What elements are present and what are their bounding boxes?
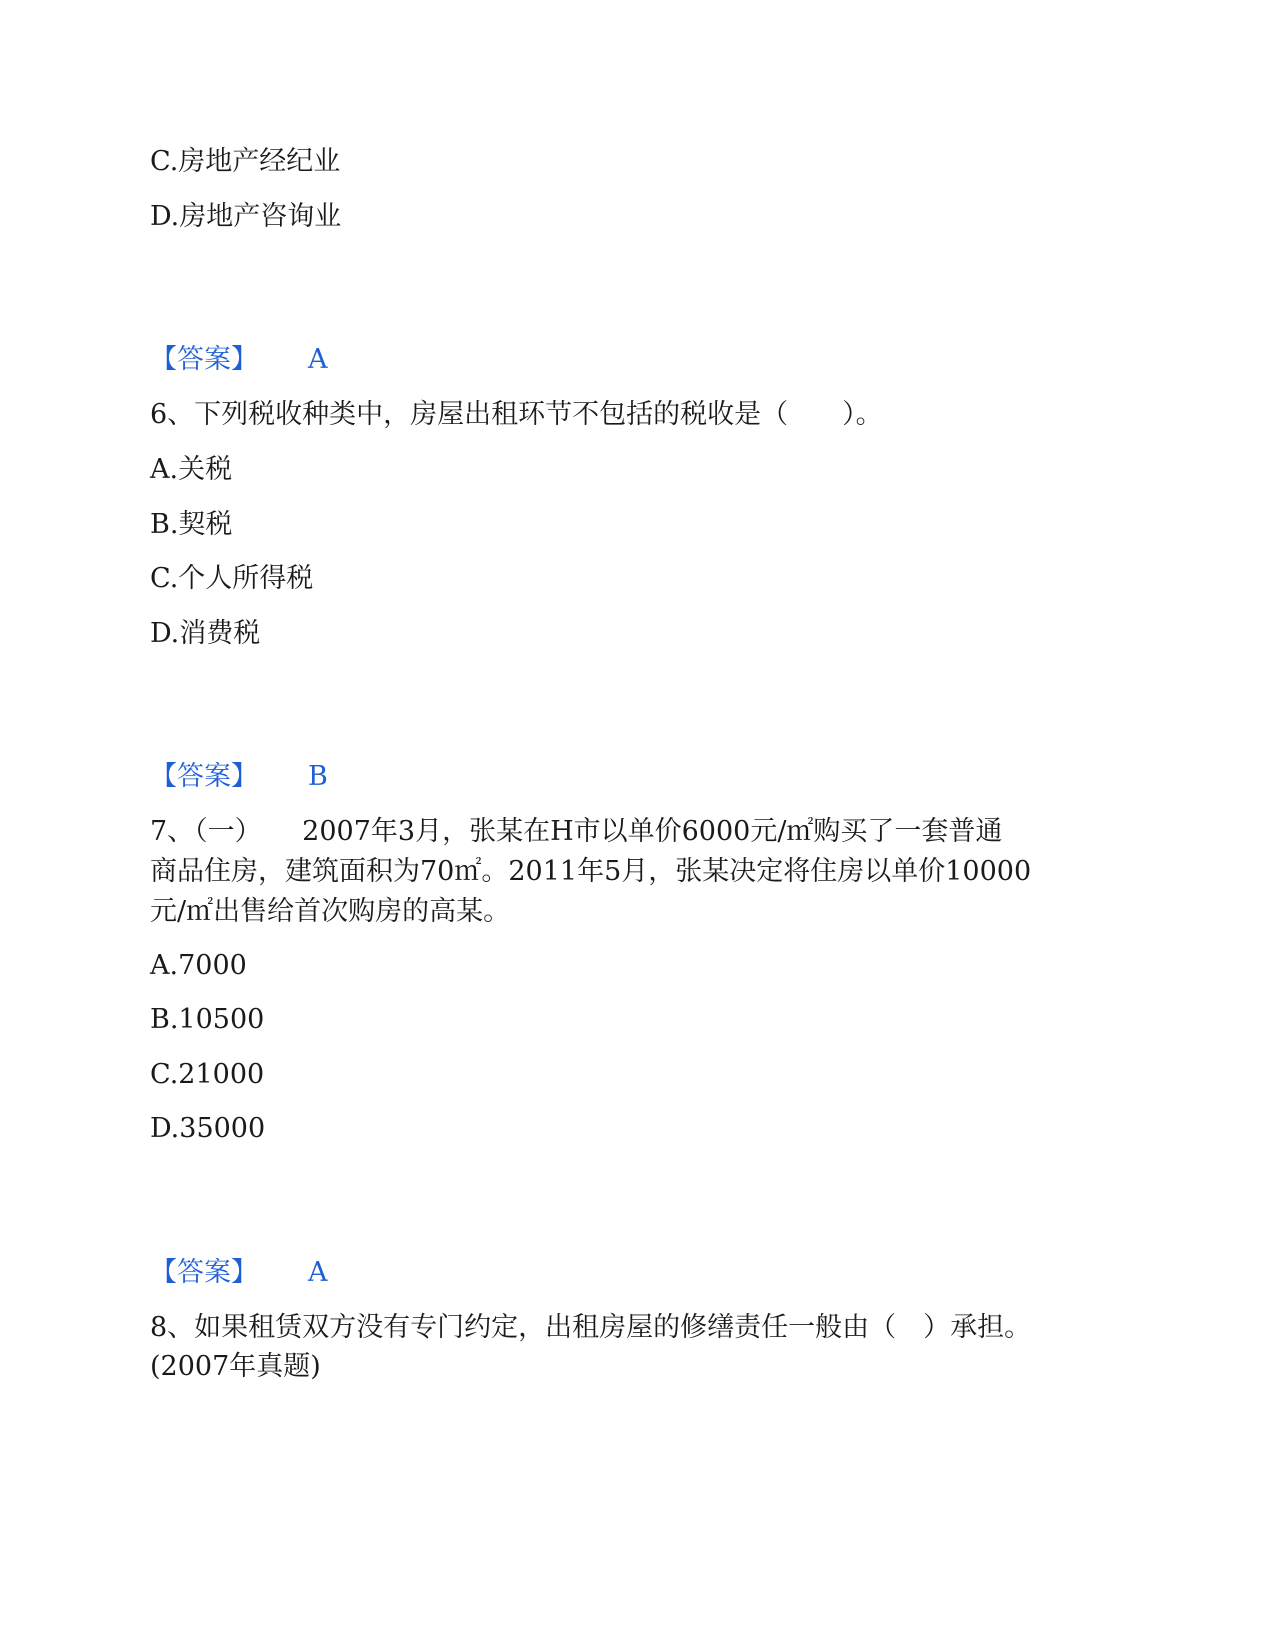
question-7-stem-line3: 元/㎡出售给首次购房的高某。 <box>150 896 511 927</box>
answer-label: 【答案】 <box>150 761 258 792</box>
option-a-q6: A.关税 <box>150 454 233 485</box>
answer-label: 【答案】 <box>150 344 258 375</box>
answer-value: A <box>308 1257 328 1288</box>
answer-value: B <box>308 761 328 792</box>
question-6-stem: 6、下列税收种类中，房屋出租环节不包括的税收是（ ）。 <box>150 399 883 430</box>
option-b-q7: B.10500 <box>150 1004 265 1035</box>
question-7-stem-line2: 商品住房，建筑面积为70㎡。2011年5月，张某决定将住房以单价10000 <box>150 856 1032 887</box>
answer-row-q7 <box>150 1259 328 1286</box>
option-d-q6: D.消费税 <box>150 618 261 649</box>
option-d-q7: D.35000 <box>150 1113 266 1144</box>
answer-label: 【答案】 <box>150 1257 258 1288</box>
question-8-stem-line1: 8、如果租赁双方没有专门约定，出租房屋的修缮责任一般由（ ）承担。 <box>150 1312 1032 1343</box>
option-b-q6: B.契税 <box>150 509 233 540</box>
answer-row-q5 <box>150 346 328 373</box>
answer-value: A <box>308 344 328 375</box>
option-c-q6: C.个人所得税 <box>150 563 314 594</box>
question-7-stem-line1: 7、（一） 2007年3月，张某在H市以单价6000元/㎡购买了一套普通 <box>150 816 1003 847</box>
option-c-q5: C.房地产经纪业 <box>150 146 341 177</box>
option-a-q7: A.7000 <box>150 950 247 981</box>
question-8-stem-line2: (2007年真题) <box>150 1351 321 1382</box>
option-c-q7: C.21000 <box>150 1059 265 1090</box>
answer-row-q6 <box>150 763 328 790</box>
option-d-q5: D.房地产咨询业 <box>150 201 342 232</box>
